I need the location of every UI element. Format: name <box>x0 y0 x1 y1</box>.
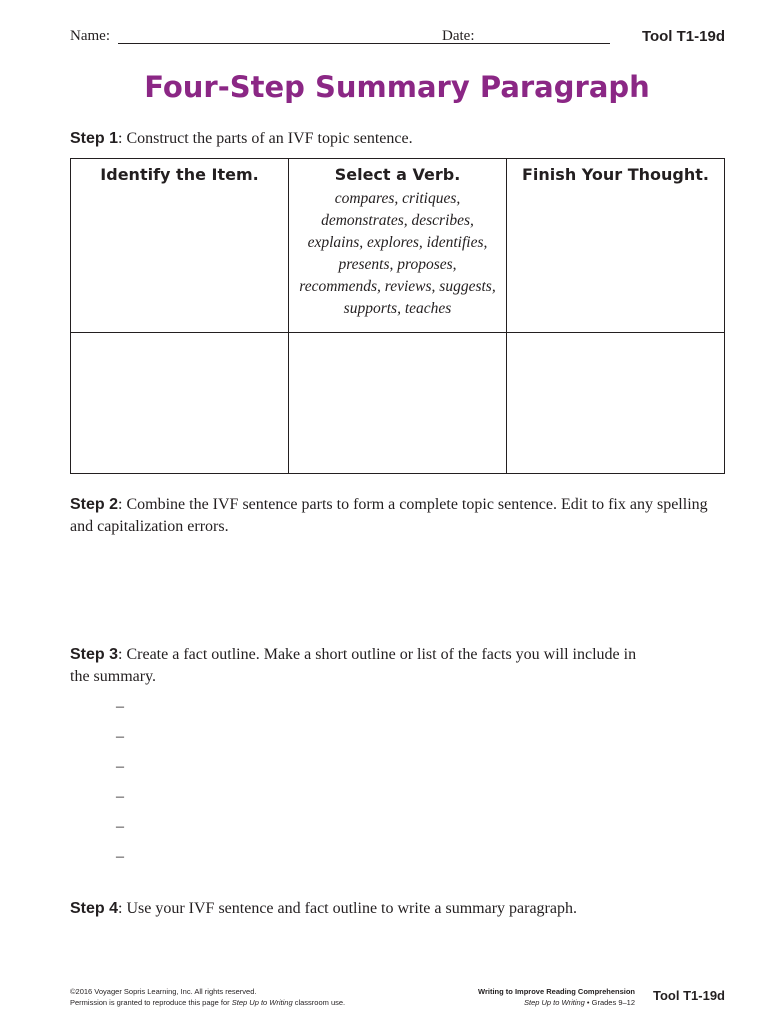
verb-line: explains, explores, identifies, <box>307 234 488 251</box>
verb-line: compares, critiques, <box>334 190 461 207</box>
identify-item-header-cell <box>71 159 289 333</box>
page-title: Four-Step Summary Paragraph <box>144 70 650 104</box>
footer-tool-id: Tool T1-19d <box>653 988 725 1003</box>
step-1-text: : Construct the parts of an IVF topic sentence. <box>118 130 413 147</box>
permission-text <box>70 997 345 1008</box>
series-info <box>478 997 635 1008</box>
finish-thought-header-cell <box>507 159 725 333</box>
name-label: Name: <box>70 28 110 44</box>
outline-item[interactable]: – <box>116 758 124 775</box>
outline-item[interactable]: – <box>116 788 124 805</box>
verb-line: supports, teaches <box>343 300 452 317</box>
ivf-table <box>70 158 725 474</box>
book-title: Writing to Improve Reading Comprehension <box>478 987 635 996</box>
outline-item[interactable]: – <box>116 698 124 715</box>
step-3-instruction <box>70 644 650 688</box>
date-field[interactable] <box>482 43 610 44</box>
worksheet-header <box>70 28 725 48</box>
permission-title: Step Up to Writing <box>231 998 293 1007</box>
select-verb-answer-cell[interactable] <box>289 333 507 474</box>
verb-list <box>289 188 506 320</box>
outline-item[interactable]: – <box>116 818 124 835</box>
step-1-label: Step 1 <box>70 130 119 147</box>
step-1-instruction <box>70 128 730 150</box>
select-verb-header-cell <box>289 159 507 333</box>
fact-outline <box>116 696 124 876</box>
grades: • Grades 9–12 <box>584 998 635 1007</box>
permission-pre: Permission is granted to reproduce this page for <box>70 998 232 1007</box>
finish-thought-header: Finish Your Thought. <box>522 165 709 184</box>
permission-post: classroom use. <box>292 998 346 1007</box>
select-verb-header: Select a Verb. <box>334 165 461 184</box>
date-label: Date: <box>442 28 475 44</box>
step-2-label: Step 2 <box>70 496 119 513</box>
outline-item[interactable]: – <box>116 728 124 745</box>
series-title: Step Up to Writing <box>523 998 585 1007</box>
copyright-footer <box>70 986 345 1008</box>
verb-line: demonstrates, describes, <box>321 212 474 229</box>
tool-id: Tool T1-19d <box>641 28 725 45</box>
outline-item[interactable]: – <box>116 848 124 865</box>
identify-item-header: Identify the Item. <box>100 165 259 184</box>
step-4-text: : Use your IVF sentence and fact outline to write a summary paragraph. <box>118 900 577 917</box>
verb-line: recommends, reviews, suggests, <box>299 278 496 295</box>
step-4-label: Step 4 <box>70 900 119 917</box>
finish-thought-answer-cell[interactable] <box>507 333 725 474</box>
copyright-text: ©2016 Voyager Sopris Learning, Inc. All rights reserved. <box>70 987 257 996</box>
identify-item-answer-cell[interactable] <box>71 333 289 474</box>
step-3-label: Step 3 <box>70 646 119 663</box>
verb-line: presents, proposes, <box>338 256 457 273</box>
step-3-text: : Create a fact outline. Make a short outline or list of the facts you will include in the summary. <box>70 646 637 685</box>
step-2-instruction <box>70 494 730 538</box>
step-2-text: : Combine the IVF sentence parts to form a complete topic sentence. Edit to fix any spelling and capitalization errors. <box>70 496 708 535</box>
step-4-instruction <box>70 898 730 920</box>
book-footer <box>478 986 635 1008</box>
